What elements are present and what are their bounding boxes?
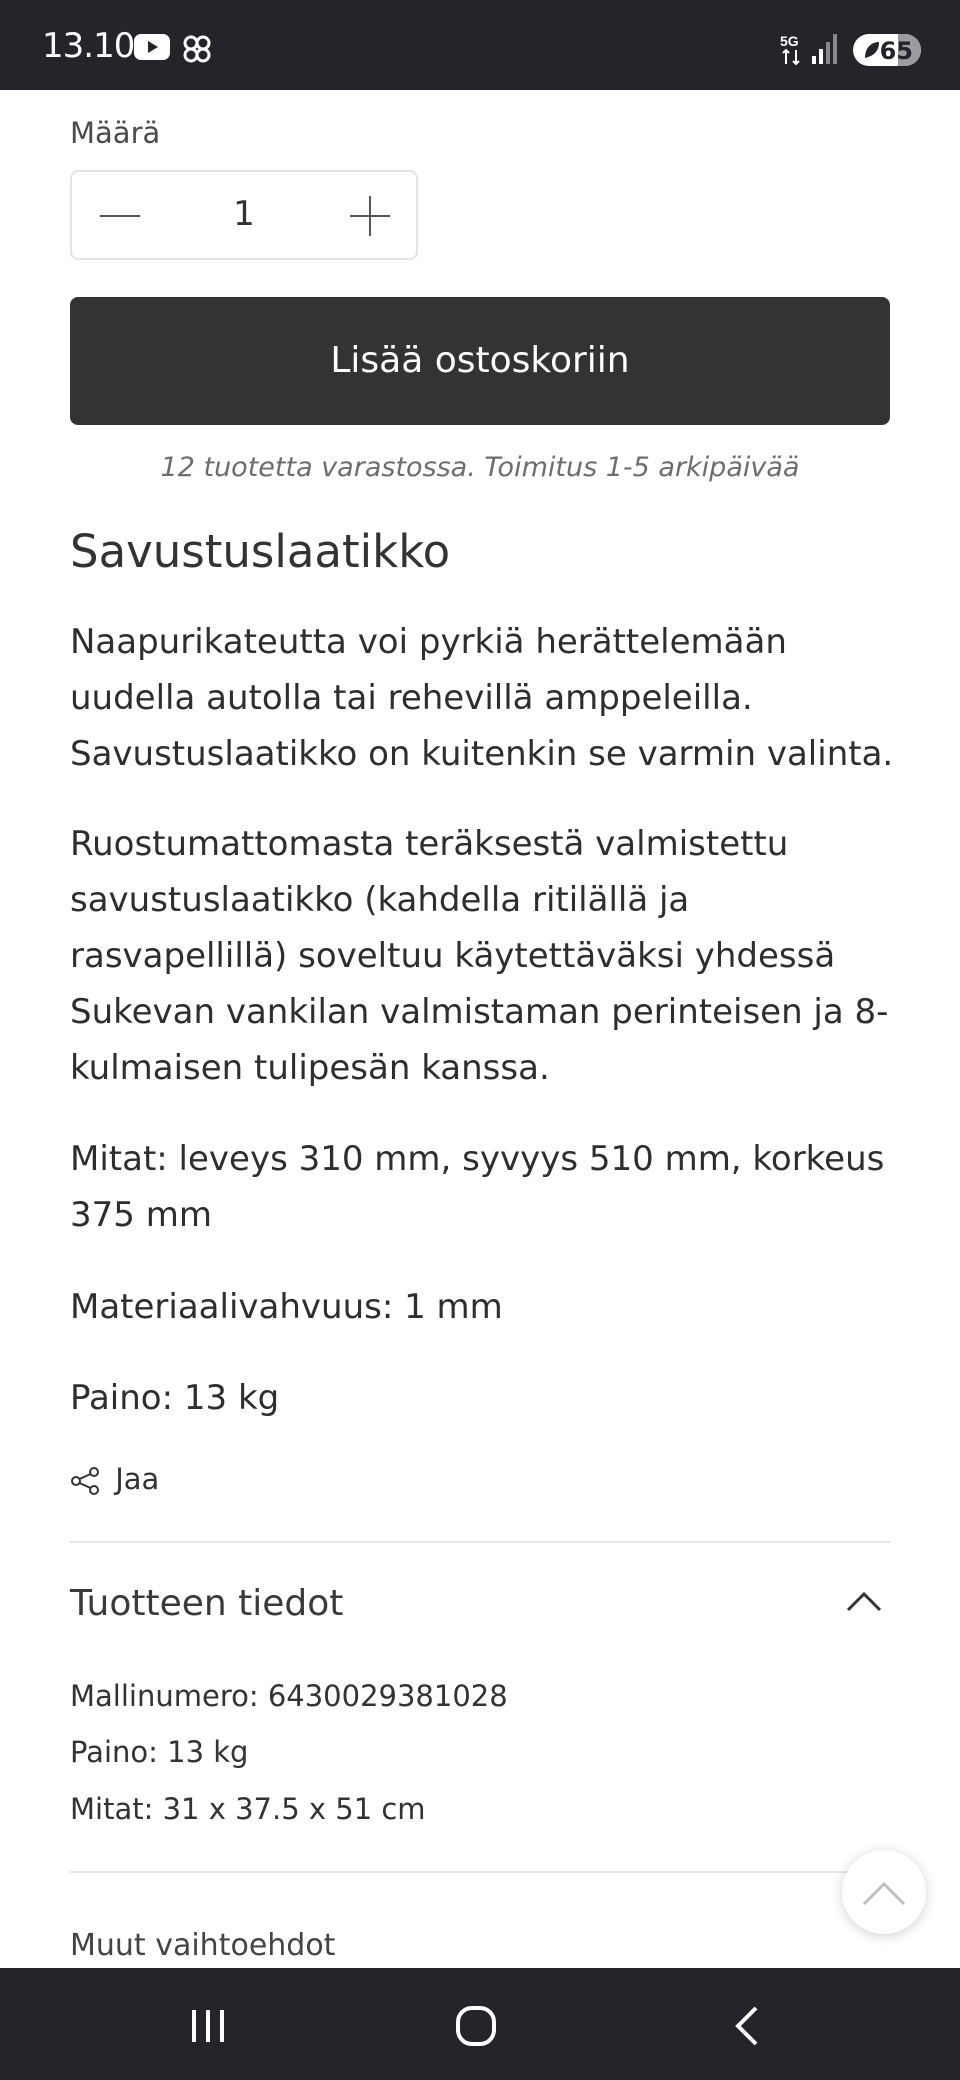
battery-indicator — [853, 34, 921, 66]
share-label: Jaa — [115, 1462, 160, 1496]
chevron-up-icon[interactable] — [842, 1588, 886, 1620]
spec-model-number: Mallinumero: 6430029381028 — [70, 1679, 508, 1713]
power-saving-icon — [863, 40, 881, 64]
quantity-stepper — [70, 170, 418, 260]
pinwheel-icon — [180, 32, 214, 70]
dimensions-text: Mitat: leveys 310 mm, syvyys 510 mm, korkeus 375 mm — [70, 1139, 885, 1235]
scroll-to-top-button[interactable] — [842, 1850, 926, 1934]
share-button[interactable] — [70, 1462, 159, 1496]
svg-text:5G: 5G — [780, 33, 799, 49]
quantity-value[interactable]: 1 — [233, 194, 255, 234]
stock-note: 12 tuotetta varastossa. Toimitus 1-5 arkipäivää — [160, 452, 800, 483]
description-paragraph: Naapurikateutta voi pyrkiä herättelemään uudella autolla tai rehevillä amppeleilla. Savustuslaatikko on kuitenkin se varmin valinta. — [70, 622, 894, 774]
add-to-cart-button[interactable]: Lisää ostoskoriin — [70, 297, 890, 425]
spec-dimensions: Mitat: 31 x 37.5 x 51 cm — [70, 1792, 426, 1826]
plus-icon[interactable] — [346, 192, 394, 240]
divider — [70, 1871, 890, 1873]
spec-weight: Paino: 13 kg — [70, 1735, 249, 1769]
other-options-accordion-title[interactable]: Muut vaihtoehdot — [70, 1928, 336, 1963]
divider — [70, 1541, 890, 1543]
material-thickness-text: Materiaalivahvuus: 1 mm — [70, 1287, 503, 1327]
quantity-label: Määrä — [70, 116, 161, 150]
back-icon[interactable] — [718, 1996, 778, 2056]
status-time: 13.10 — [42, 26, 135, 66]
status-bar — [0, 0, 960, 90]
weight-text: Paino: 13 kg — [70, 1378, 280, 1418]
description-paragraph: Ruostumattomasta teräksestä valmistettu savustuslaatikko (kahdella ritilällä ja rasvapellillä) soveltuu käytettäväksi yhdessä Sukevan vankilan valmistaman perinteisen ja 8-kulmaisen tulipesän kanssa. — [70, 824, 889, 1088]
battery-level: 65 — [879, 37, 913, 65]
system-navigation-bar — [0, 1968, 960, 2080]
youtube-icon — [134, 34, 170, 64]
share-icon — [70, 1462, 115, 1496]
home-icon[interactable] — [446, 1996, 506, 2056]
product-details-accordion-title[interactable]: Tuotteen tiedot — [70, 1583, 344, 1624]
recent-apps-icon[interactable] — [178, 1996, 238, 2056]
signal-icon — [812, 34, 840, 68]
product-title: Savustuslaatikko — [70, 525, 451, 578]
network-5g-icon — [780, 32, 810, 70]
